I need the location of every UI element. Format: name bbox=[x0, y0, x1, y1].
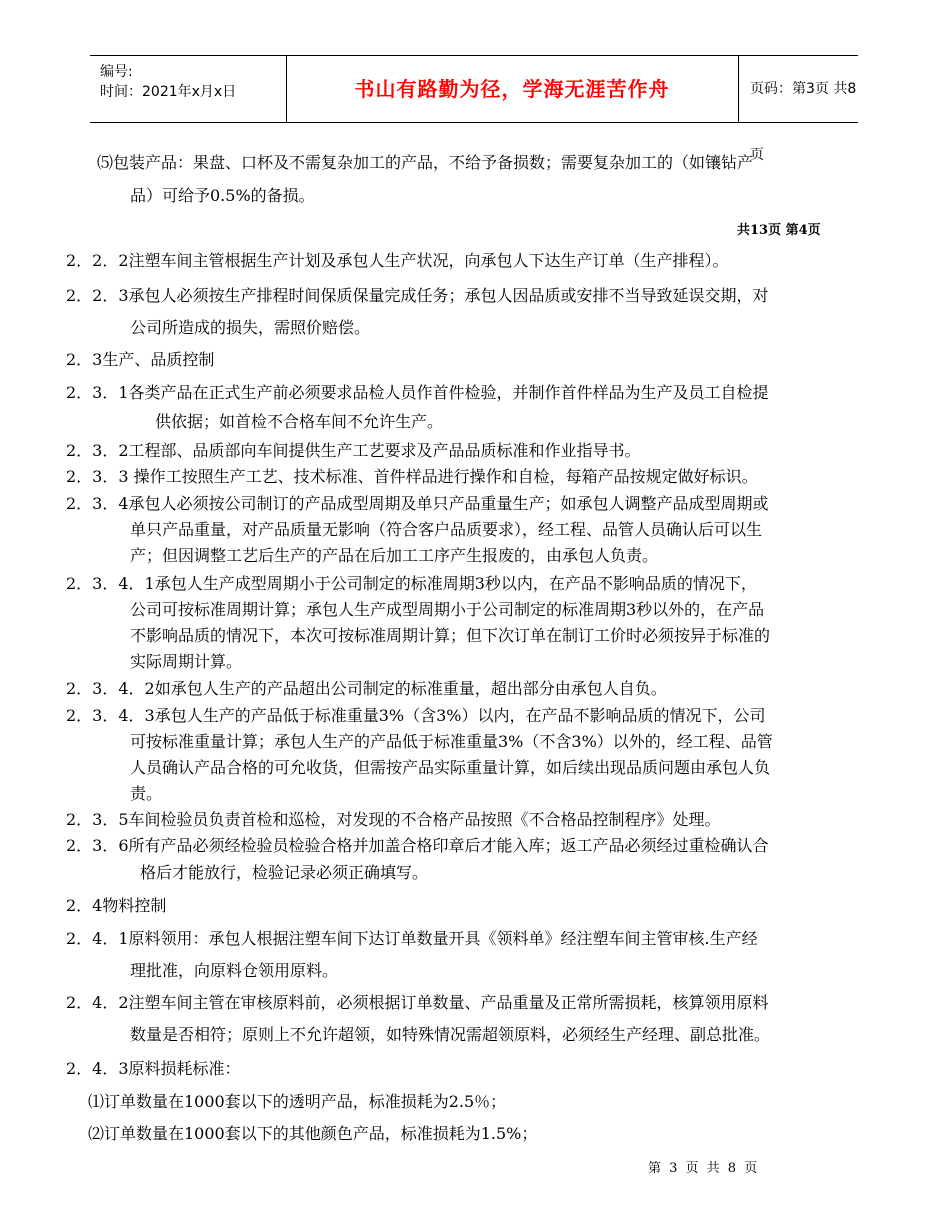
text-line: 人员确认产品合格的可允收货，但需按产品实际重量计算，如后续出现品质问题由承包人负 bbox=[130, 758, 771, 777]
text-line: ⑸包装产品：果盘、口杯及不需复杂加工的产品，不给予备损数；需要复杂加工的（如镶钻产 bbox=[97, 153, 754, 172]
text-line: 2．3．2工程部、品质部向车间提供生产工艺要求及产品品质标准和作业指导书。 bbox=[66, 441, 641, 460]
section-heading: 2．4物料控制 bbox=[66, 896, 167, 915]
text-line: 产；但因调整工艺后生产的产品在后加工工序产生报废的，由承包人负责。 bbox=[130, 546, 659, 565]
text-line: 2．2．2注塑车间主管根据生产计划及承包人生产状况，向承包人下达生产订单（生产排程）。 bbox=[66, 251, 729, 270]
text-line: 不影响品质的情况下，本次可按标准周期计算；但下次订单在制订工价时必须按异于标准的 bbox=[130, 626, 771, 645]
text-line: 2．3．6所有产品必须经检验员检验合格并加盖合格印章后才能入库；返工产品必须经过重检确认合 bbox=[66, 836, 769, 855]
page-footer: 第 3 页 共 8 页 bbox=[648, 1161, 760, 1176]
header-motto: 书山有路勤为径，学海无涯苦作舟 bbox=[354, 77, 670, 101]
text-line: 公司所造成的损失，需照价赔偿。 bbox=[130, 318, 371, 337]
text-line: 数量是否相符；原则上不允许超领，如特殊情况需超领原料，必须经生产经理、副总批准。 bbox=[130, 1025, 771, 1044]
text-line: ⑵订单数量在1000套以下的其他颜色产品，标准损耗为1.5%； bbox=[88, 1124, 538, 1143]
date-label: 时间：2021年x月x日 bbox=[100, 84, 237, 100]
text-line: 2．2．3承包人必须按生产排程时间保质保量完成任务；承包人因品质或安排不当导致延误交期，对 bbox=[66, 286, 769, 305]
text-line: 2．3．4．1承包人生产成型周期小于公司制定的标准周期3秒以内，在产品不影响品质的情况下， bbox=[66, 574, 757, 593]
text-line: 实际周期计算。 bbox=[130, 652, 243, 671]
text-line: 2．4．1原料领用：承包人根据注塑车间下达订单数量开具《领料单》经注塑车间主管审核.生产经 bbox=[66, 929, 758, 948]
text-line: 单只产品重量，对产品质量无影响（符合客户品质要求），经工程、品管人员确认后可以生 bbox=[130, 520, 763, 539]
text-line: 理批准，向原料仓领用原料。 bbox=[130, 961, 339, 980]
header-divider bbox=[738, 56, 739, 122]
text-line: 2．4．2注塑车间主管在审核原料前，必须根据订单数量、产品重量及正常所需损耗，核算领用原料 bbox=[66, 993, 769, 1012]
header-meta bbox=[100, 62, 282, 116]
text-line: 格后才能放行，检验记录必须正确填写。 bbox=[140, 863, 429, 882]
text-line: ⑴订单数量在1000套以下的透明产品，标准损耗为2.5％； bbox=[88, 1092, 507, 1111]
text-line: 2．3．1各类产品在正式生产前必须要求品检人员作首件检验，并制作首件样品为生产及员工自检提 bbox=[66, 383, 769, 402]
text-line: 2．3．3 操作工按照生产工艺、技术标准、首件样品进行操作和自检，每箱产品按规定做好标识。 bbox=[66, 467, 758, 486]
text-line: 可按标准重量计算；承包人生产的产品低于标准重量3%（不含3%）以外的，经工程、品管 bbox=[130, 732, 773, 751]
text-line: 2．4．3原料损耗标准： bbox=[66, 1059, 241, 1078]
header-page-info: 页码：第3页 共8页 bbox=[750, 81, 857, 163]
text-line: 2．3．4．3承包人生产的产品低于标准重量3%（含3%）以内，在产品不影响品质的情况下，公司 bbox=[66, 706, 766, 725]
text-line: 2．3．4承包人必须按公司制订的产品成型周期及单只产品重量生产；如承包人调整产品成型周期或 bbox=[66, 494, 769, 513]
embedded-page-marker: 共13页 第4页 bbox=[737, 223, 821, 238]
section-heading: 2．3生产、品质控制 bbox=[66, 350, 215, 369]
text-line: 2．3．4．2如承包人生产的产品超出公司制定的标准重量，超出部分由承包人自负。 bbox=[66, 679, 667, 698]
text-line: 2．3．5车间检验员负责首检和巡检，对发现的不合格产品按照《不合格品控制程序》处理。 bbox=[66, 810, 721, 829]
text-line: 供依据；如首检不合格车间不允许生产。 bbox=[155, 412, 444, 431]
text-line: 公司可按标准周期计算；承包人生产成型周期小于公司制定的标准周期3秒以外的，在产品 bbox=[130, 600, 765, 619]
text-line: 责。 bbox=[130, 784, 163, 803]
text-line: 品）可给予0.5%的备损。 bbox=[130, 186, 315, 205]
serial-number-label: 编号: bbox=[100, 64, 133, 80]
